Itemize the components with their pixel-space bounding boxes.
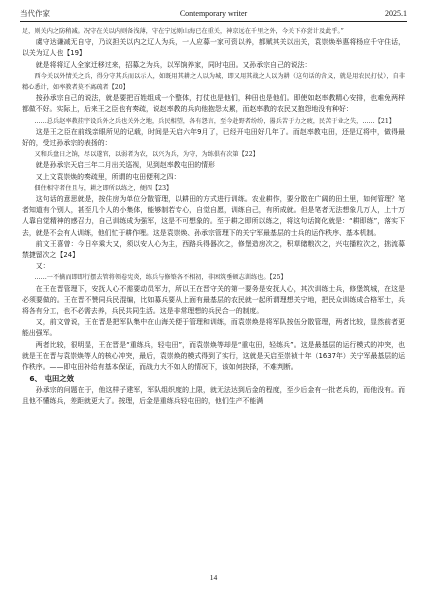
body-paragraph: 就是孙承宗天启三年二月出关巡视，见到赵率教屯田的情形 [35, 161, 215, 170]
body-paragraph: 就是将将辽人全家迁移过来，招募之为兵，以军饷养家，同时屯田。又孙承宗自己的说法： [35, 60, 312, 69]
body-paragraph: 在王在晋管理下，安抚人心不需要动员军力，所以王在晋守关的第一要务是安抚人心，其次训练士兵，修堡筑城，在这是必须要做的。王在晋不赞同兵民混编，比如募兵要从上面有最基层的农民就一起所谓理想关宁地，把民众训练成合格军士，兵将各有分工，也不必需去养，兵民共同生活。这是非常理想的兵民合一的制度。 [22, 284, 405, 316]
body-paragraph: 又： [35, 262, 50, 271]
header-rule [20, 21, 407, 22]
quoted-passage: 足，则关内之防稍减。况守在关以内则备浅薄，守在宁远则山海已在重关，神京远在千里之外，今关下亦尝计及此乎。” [22, 28, 344, 35]
article-body [22, 26, 405, 407]
body-paragraph: 虞守达谦减无自守，乃议担关以内之辽人为兵，一人应募一家可资以养，都赋其关以出关，袁崇焕举惠将杨应千守住话，以关为辽人也【19】 [22, 38, 405, 58]
body-paragraph: 两者比较，很明显，王在晋是“重练兵，轻屯田”，而袁崇焕等却是“重屯田，轻练兵”。这是最基层的运行模式的冲突，也就是王在晋与袁崇焕等人的核心冲突，最后，袁崇焕的模式得到了实行，这就是天启至崇祯十年（1637年）关宁军最基层的运作秩序。——即屯田补给有基本保证，而战力大不如人的情况下，该如何抉择，不难判断。 [22, 340, 405, 372]
issue-date: 2025.1 [385, 9, 407, 18]
body-paragraph: 又上文袁崇焕的奏疏里，所谓的屯田便利之四： [35, 172, 181, 181]
quoted-passage: 又和兵盘日之饷，尽以遂官，以弱者为农，以兴为兵，为守，为练俱有次第【22】 [34, 151, 259, 159]
body-paragraph: 这是王之臣在前线亲眼所见的记载，时间是天启六年9月了，已经开屯田好几年了。而赵率教屯田，还是辽将中，做得最好的，受过孙承宗的表扬的： [22, 127, 405, 148]
body-paragraph: 按孙承宗自己的说法，就是要把百姓组成一个整体，打仗也是他们，种田也是他们。即使如赵率教精心安排，也难免两样都做不好。实际上，后来王之臣也有奏疏，说赵率教的兵向他抱怨太累，而赵率教的农民又抱怨地没有种好： [22, 94, 405, 114]
body-paragraph: 这句话的意思就是，按住房为单位分散管理，以耕田的方式进行训练。农业耕作，要分散在广阔的田土里，如何管理？笔者知道有个别人，甚至几个人的小集体，能够制若专心，自觉自愿，训练自己，有所成就。但是笔者无法想象几万人，上十万人靠自觉精神的感召力，自己训练成为强军，这是不可想象的。至于耕之即所以练之，将这句话简化就是：“耕即练”，落实下去，就是不会有人训练，他们忙于耕作哩。这是袁崇焕、孙承宗管理下的关宁军最基层的士兵的运作秩序、基本机制。 [22, 195, 405, 237]
quoted-passage: ……一不擒而即即行摆去管将领卷宪炎，练兵与修築各不相初，非困筑垂顿志训练也。【25】 [34, 274, 287, 282]
journal-english-name: Contemporary writer [179, 9, 248, 18]
page-number: 14 [209, 573, 218, 582]
quoted-passage: ……总兵赵率教挂宇设兵外之兵也关外之地，兵民相望，各有怨言，至今赴野者纷纷，嚣兵苦于力之疲，民苦于业之失，……【21】 [34, 117, 395, 125]
quoted-passage: 佃住相守者住且与，耕之即所以练之，便四【23】 [34, 184, 173, 192]
body-paragraph: 又，前文曾说，王在晋是把军队集中在山海关便于管理和训练，而袁崇焕是将军队按伍分散管理，两者比较，显然前者更能出强军。 [22, 318, 405, 338]
body-paragraph: 孙承宗的问题在于，他这样子建军，军队组织度的上限，就无法达到后金的程度，至少后金有一批老兵的，而他没有。而且他不懂练兵，差距就更大了。按理，后金是重练兵轻屯田的，他们生产不能满 [22, 385, 405, 405]
quoted-passage: 西今关以外情关之兵，得分守其兵而以示人，如既用其耕之人以为城，即又用其战之人以为耕（这句话的含义，就是用农民打仗），自非精心悉计，如率教者莫不离疏者【20】 [22, 72, 405, 92]
running-header [20, 8, 407, 20]
journal-name: 当代作家 [20, 9, 50, 18]
body-paragraph: 前文王喜曾：今日卒乘大又，须以安人心为主，西路兵得器次之，修堡造房次之，积草储粮次之，兴屯播粒次之，拙流募禁捷留次之【24】 [22, 239, 405, 260]
section-heading: 6、 屯田之效 [29, 374, 75, 384]
